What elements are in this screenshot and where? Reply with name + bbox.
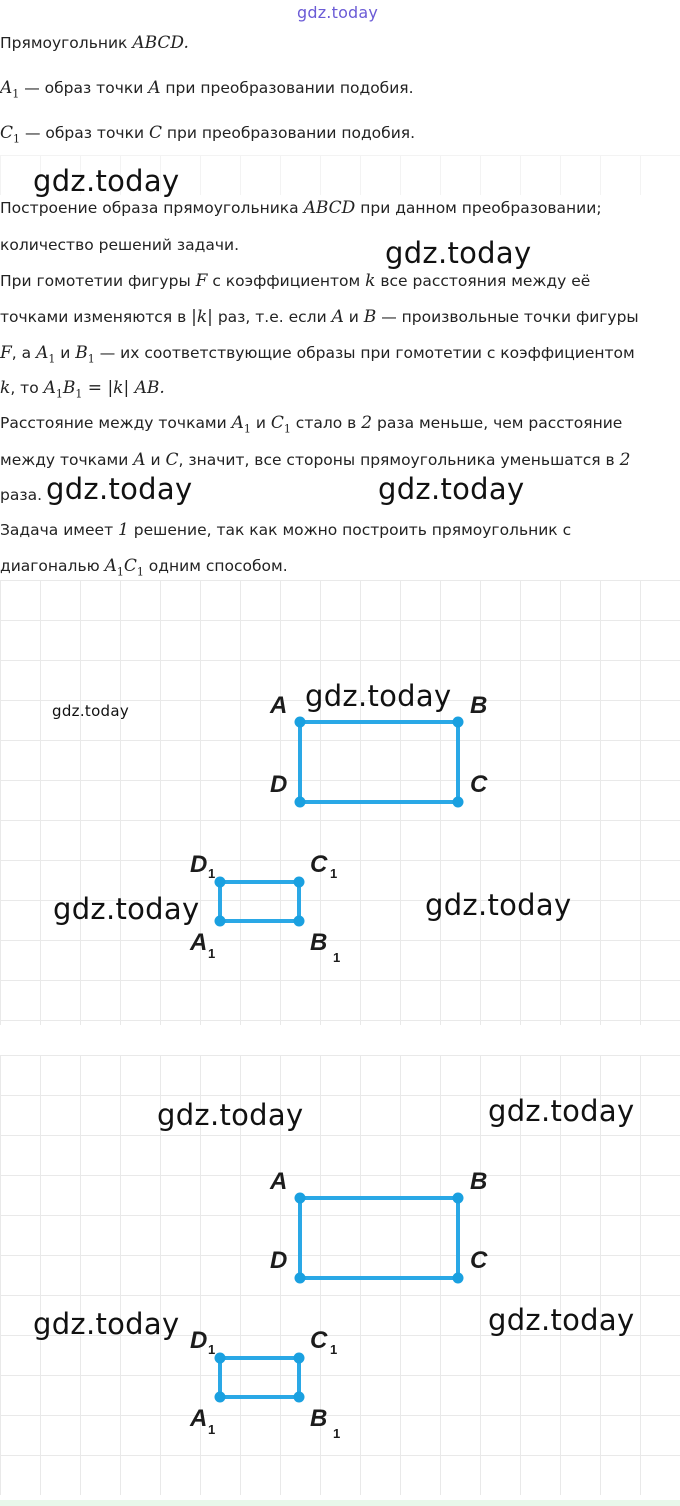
watermark: gdz.today xyxy=(488,1303,635,1337)
watermark: gdz.today xyxy=(425,888,572,922)
solution-line-5: Расстояние между точками $A_1$ и $C_1$ стало в 2 раза меньше, чем расстояние xyxy=(0,413,623,436)
watermark: gdz.today xyxy=(33,164,180,198)
point-c xyxy=(453,797,464,808)
label-d: D xyxy=(270,1247,288,1274)
label-a1: A xyxy=(190,929,208,956)
label-b: B xyxy=(470,692,488,719)
label-c1-sub: 1 xyxy=(330,866,338,881)
label-b: B xyxy=(470,1168,488,1195)
solution-line-9: диагональю $A_1C_1$ одним способом. xyxy=(0,556,288,579)
watermark-top: gdz.today xyxy=(297,3,379,22)
watermark: gdz.today xyxy=(305,679,452,713)
label-c: C xyxy=(470,1247,488,1274)
label-c1-sub: 1 xyxy=(330,1342,338,1357)
label-a: A xyxy=(270,692,288,719)
label-d1-sub: 1 xyxy=(208,1342,216,1357)
solution-line-3: F, а $A_1$ и $B_1$ — их соответствующие образы при гомотетии с коэффициентом xyxy=(0,343,635,366)
label-a1: A xyxy=(190,1405,208,1432)
point-c1 xyxy=(294,1353,305,1364)
label-d1: D xyxy=(190,1327,208,1354)
point-c1 xyxy=(294,877,305,888)
watermark: gdz.today xyxy=(157,1098,304,1132)
watermark: gdz.today xyxy=(385,236,532,270)
solution-line-4: k, то $A_1B_1 = |k|$ AB. xyxy=(0,378,165,401)
label-c1: C xyxy=(310,1327,328,1354)
rectangle-a1b1c1d1 xyxy=(220,1358,299,1397)
watermark: gdz.today xyxy=(53,892,200,926)
label-d: D xyxy=(270,771,288,798)
label-d1-sub: 1 xyxy=(208,866,216,881)
watermark: gdz.today xyxy=(46,472,193,506)
point-d xyxy=(295,1273,306,1284)
solution-line-8: Задача имеет 1 решение, так как можно построить прямоугольник с xyxy=(0,520,572,540)
point-d xyxy=(295,797,306,808)
label-a1-sub: 1 xyxy=(208,946,216,961)
label-b1: B xyxy=(310,929,328,956)
task-line-1: Построение образа прямоугольника ABCD при данном преобразовании; xyxy=(0,198,602,218)
point-b xyxy=(453,717,464,728)
point-d1 xyxy=(215,877,226,888)
task-line-2: количество решений задачи. xyxy=(0,236,240,254)
label-b1-sub: 1 xyxy=(333,1426,341,1441)
label-a1-sub: 1 xyxy=(208,1422,216,1437)
point-a xyxy=(295,1193,306,1204)
point-a xyxy=(295,717,306,728)
point-a1 xyxy=(215,916,226,927)
watermark: gdz.today xyxy=(378,472,525,506)
point-b1 xyxy=(294,916,305,927)
point-b xyxy=(453,1193,464,1204)
given-line-1: Прямоугольник ABCD. xyxy=(0,33,189,53)
watermark: gdz.today xyxy=(488,1094,635,1128)
label-c: C xyxy=(470,771,488,798)
point-d1 xyxy=(215,1353,226,1364)
label-b1-sub: 1 xyxy=(333,950,341,965)
given-line-3: $C_1$ — образ точки C при преобразовании подобия. xyxy=(0,123,416,146)
point-b1 xyxy=(294,1392,305,1403)
solution-line-1: При гомотетии фигуры F с коэффициентом k все расстояния между её xyxy=(0,271,591,291)
label-a: A xyxy=(270,1168,288,1195)
watermark: gdz.today xyxy=(52,702,130,720)
solution-line-7: раза. xyxy=(0,486,43,504)
rectangle-abcd xyxy=(300,722,458,802)
label-b1: B xyxy=(310,1405,328,1432)
label-d1: D xyxy=(190,851,208,878)
point-c xyxy=(453,1273,464,1284)
rectangle-a1b1c1d1 xyxy=(220,882,299,921)
solution-line-6: между точками A и C, значит, все стороны прямоугольника уменьшатся в 2 xyxy=(0,450,631,470)
label-c1: C xyxy=(310,851,328,878)
rectangle-abcd xyxy=(300,1198,458,1278)
bottom-divider xyxy=(0,1500,680,1506)
figure-1 xyxy=(0,580,680,1025)
point-a1 xyxy=(215,1392,226,1403)
given-line-2: $A_1$ — образ точки A при преобразовании подобия. xyxy=(0,78,414,101)
watermark: gdz.today xyxy=(33,1307,180,1341)
solution-line-2: точками изменяются в |k| раз, т.е. если A и B — произвольные точки фигуры xyxy=(0,307,639,327)
